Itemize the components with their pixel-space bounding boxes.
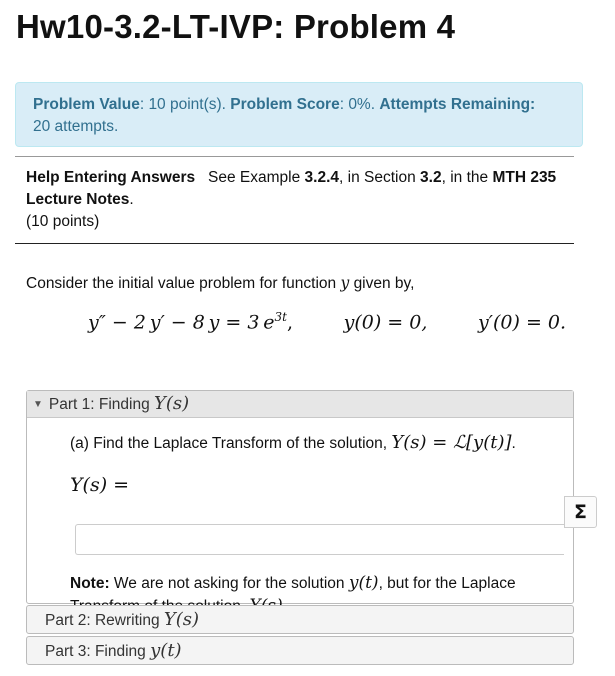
points-text: (10 points) [26,213,100,230]
part-2-header[interactable] [27,606,573,633]
problem-info-box [15,82,583,147]
problem-intro [26,274,414,293]
part-1-header[interactable] [27,391,573,418]
question-math: Y(s) = ℒ[y(t)] [391,432,512,453]
answer-input[interactable] [75,524,564,555]
intro-text: Consider the initial value problem for function [26,275,337,292]
initial-condition-2: y′(0) = 0. [477,311,567,334]
note-text-1: We are not asking for the solution [113,575,345,592]
help-entering-answers-link[interactable]: Help Entering Answers [26,169,196,186]
part-3-header[interactable] [27,637,573,664]
part-1-header-text: Part 1: Finding [48,396,150,413]
ivp-equation [88,310,566,334]
part-2-panel[interactable] [26,605,574,634]
intro-end: given by, [353,275,415,292]
note-math-1: y(t) [348,573,379,593]
part-3-header-math: y(t) [150,640,182,661]
part-3-panel[interactable] [26,636,574,665]
intro-variable: y [340,274,350,292]
note-label: Note: [70,575,110,592]
answer-label: Y(s) = [70,474,130,496]
initial-condition-1: y(0) = 0, [343,311,428,334]
lecture-notes-title: MTH 235 Lecture Notes [26,169,557,208]
problem-value-label: Problem Value [33,96,140,113]
part-1-panel [26,390,574,604]
problem-value-text: : 10 point(s). [139,96,226,113]
part-2-header-math: Y(s) [163,609,200,630]
part-1-question [70,432,516,453]
in-the-text: , in the [441,169,489,186]
part-1-header-math: Y(s) [154,393,190,414]
in-section-text: , in Section [339,169,416,186]
part-3-header-text: Part 3: Finding [45,643,146,660]
note-text-2: , but for the Laplace [378,575,516,592]
ode-lhs: y″ − 2 y′ − 8 y = 3 e [88,311,275,334]
attempts-remaining-text: 20 attempts. [33,118,119,135]
equation-editor-button[interactable]: Σ [564,496,597,528]
ode-exponent: 3t [274,310,287,324]
example-number: 3.2.4 [304,169,340,186]
help-period: . [129,191,134,208]
question-end: . [511,435,516,452]
ode-end: , [286,311,294,334]
question-text: (a) Find the Laplace Transform of the solution, [70,435,388,452]
section-number: 3.2 [420,169,442,186]
help-block [15,156,574,244]
page-title: Hw10-3.2-LT-IVP: Problem 4 [16,8,456,45]
problem-score-text: : 0%. [339,96,376,113]
part-2-header-text: Part 2: Rewriting [45,612,160,629]
attempts-remaining-label: Attempts Remaining: [379,96,536,113]
caret-down-icon: ▼ [33,399,43,410]
see-example-text: See Example [208,169,301,186]
problem-score-label: Problem Score [230,96,340,113]
